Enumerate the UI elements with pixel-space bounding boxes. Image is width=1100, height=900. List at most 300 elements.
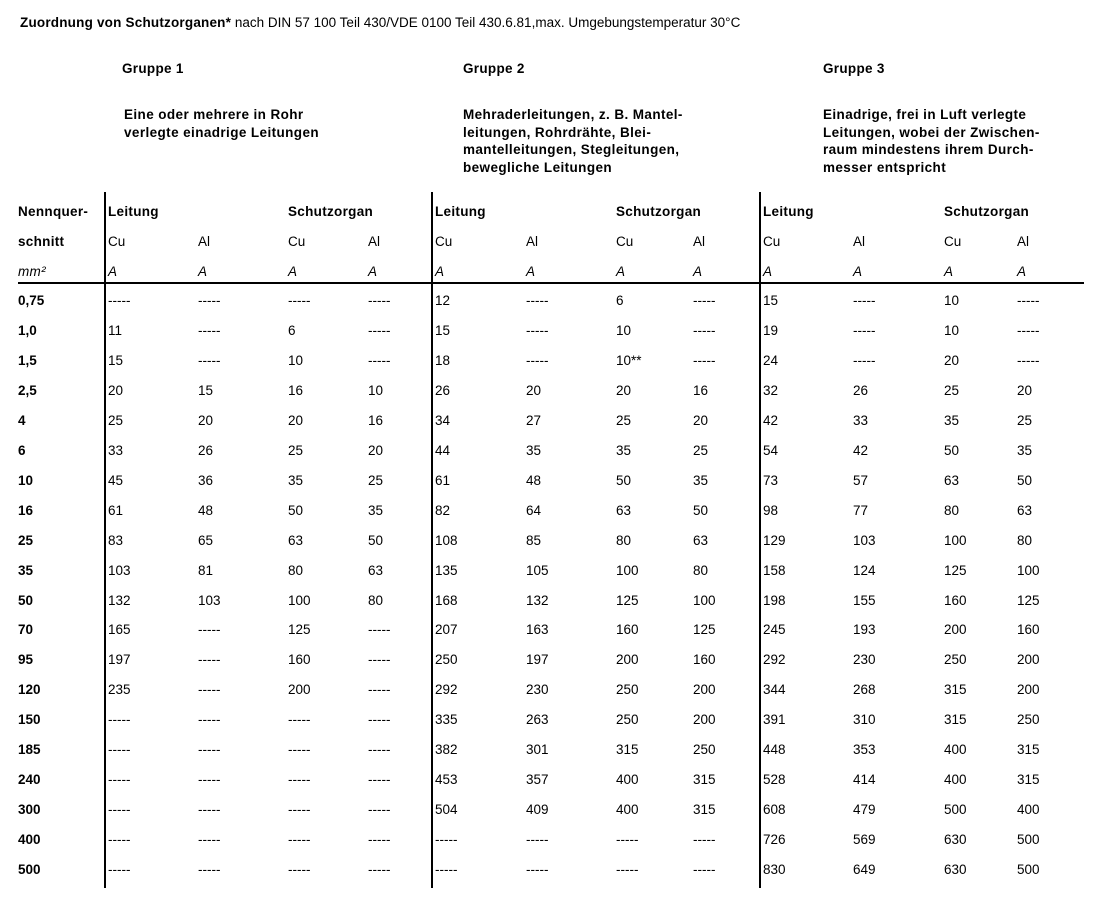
table-cell: ----- [288, 742, 311, 758]
header-cu: Cu [288, 234, 306, 249]
table-cell: 630 [944, 832, 967, 848]
cross-section-value: 150 [18, 712, 41, 728]
table-cell: 250 [1017, 712, 1040, 728]
header-unit-ampere: A [435, 264, 445, 279]
group-2-description-line: bewegliche Leitungen [463, 159, 613, 175]
table-cell: 20 [944, 352, 960, 368]
table-cell: 35 [616, 442, 632, 458]
table-cell: 357 [526, 772, 549, 788]
cross-section-value: 300 [18, 802, 41, 818]
table-cell: 160 [616, 622, 639, 638]
table-cell: 80 [693, 562, 709, 578]
table-cell: 569 [853, 832, 876, 848]
header-cu: Cu [763, 234, 781, 249]
table-cell: 65 [198, 532, 214, 548]
header-cu: Cu [108, 234, 126, 249]
header-group3-schutzorgan: Schutzorgan [944, 204, 1030, 219]
cross-section-value: 35 [18, 562, 34, 578]
table-cell: ----- [1017, 293, 1040, 308]
table-cell: 20 [108, 382, 124, 398]
cross-section-value: 2,5 [18, 382, 37, 398]
group-1-title: Gruppe 1 [122, 61, 184, 76]
table-cell: ----- [435, 832, 458, 848]
group-1-description-line: verlegte einadrige Leitungen [124, 124, 319, 140]
table-cell: 54 [763, 442, 779, 458]
table-cell: 27 [526, 412, 542, 428]
table-cell: 34 [435, 412, 451, 428]
table-cell: 61 [435, 472, 451, 488]
table-cell: 61 [108, 502, 124, 518]
table-cell: ----- [435, 862, 458, 878]
table-cell: 25 [288, 442, 304, 458]
table-cell: 80 [616, 532, 632, 548]
table-cell: 103 [108, 562, 131, 578]
table-cell: 83 [108, 532, 124, 548]
table-cell: 315 [944, 682, 967, 698]
table-cell: 44 [435, 442, 451, 458]
table-cell: 20 [1017, 382, 1033, 398]
table-cell: 315 [1017, 742, 1040, 758]
table-cell: 310 [853, 712, 876, 728]
table-cell: ----- [368, 712, 391, 728]
table-cell: ----- [368, 742, 391, 758]
table-cell: ----- [108, 772, 131, 788]
table-cell: 20 [288, 412, 304, 428]
table-cell: 25 [944, 382, 960, 398]
table-cell: 100 [616, 562, 639, 578]
table-cell: ----- [108, 802, 131, 818]
table-cell: ----- [108, 832, 131, 848]
group-2-description-line: Mehraderleitungen, z. B. Mantel- [463, 107, 683, 122]
group-2-description-line: leitungen, Rohrdrähte, Blei- [463, 124, 652, 140]
group-2-description [463, 106, 683, 176]
table-cell: ----- [198, 293, 221, 308]
table-cell: 132 [108, 592, 131, 608]
table-cell: 125 [1017, 592, 1040, 608]
table-cell: 124 [853, 562, 876, 578]
cross-section-value: 16 [18, 502, 34, 518]
table-cell: ----- [368, 622, 391, 638]
header-al: Al [198, 234, 211, 249]
table-cell: 80 [1017, 532, 1033, 548]
table-cell: 400 [944, 742, 967, 758]
header-group1-leitung: Leitung [108, 204, 159, 219]
table-cell: 400 [1017, 802, 1040, 818]
table-cell: 32 [763, 382, 779, 398]
header-unit-ampere: A [853, 264, 863, 279]
cross-section-value: 240 [18, 772, 41, 788]
table-cell: 382 [435, 742, 458, 758]
group-1-description [124, 106, 319, 141]
cross-section-value: 10 [18, 472, 34, 488]
table-cell: 36 [198, 472, 214, 488]
table-cell: 200 [288, 682, 311, 698]
group-3-title: Gruppe 3 [823, 61, 885, 76]
table-cell: 315 [616, 742, 639, 758]
table-cell: 100 [1017, 562, 1040, 578]
table-cell: 63 [616, 502, 632, 518]
table-cell: 235 [108, 682, 131, 698]
table-cell: 630 [944, 862, 967, 878]
table-cell: 230 [853, 652, 876, 668]
table-cell: 25 [108, 412, 124, 428]
table-cell: 160 [288, 652, 311, 668]
table-cell: 160 [944, 592, 967, 608]
table-cell: 16 [288, 382, 304, 398]
table-cell: 409 [526, 802, 549, 818]
table-cell: 33 [853, 412, 869, 428]
table-cell: ----- [693, 293, 716, 308]
cross-section-value: 70 [18, 622, 34, 638]
table-cell: ----- [526, 322, 549, 338]
table-cell: ----- [368, 293, 391, 308]
table-cell: 100 [693, 592, 716, 608]
header-cu: Cu [944, 234, 962, 249]
table-cell: 125 [288, 622, 311, 638]
table-cell: 135 [435, 562, 458, 578]
header-al: Al [1017, 234, 1030, 249]
table-cell: 163 [526, 622, 549, 638]
header-unit-ampere: A [1017, 264, 1027, 279]
table-cell: 15 [435, 322, 451, 338]
table-cell: 608 [763, 802, 786, 818]
table-cell: 245 [763, 622, 786, 638]
header-unit-ampere: A [288, 264, 298, 279]
cross-section-value: 50 [18, 592, 34, 608]
header-rule [18, 282, 1084, 284]
table-cell: 193 [853, 622, 876, 638]
table-cell: ----- [526, 293, 549, 308]
table-cell: ----- [616, 832, 639, 848]
table-cell: 448 [763, 742, 786, 758]
table-cell: 103 [198, 592, 221, 608]
table-cell: 80 [368, 592, 384, 608]
table-cell: ----- [368, 832, 391, 848]
table-cell: 250 [616, 712, 639, 728]
table-cell: 250 [693, 742, 716, 758]
table-cell: 335 [435, 712, 458, 728]
column-divider [759, 192, 761, 888]
table-cell: 500 [1017, 862, 1040, 878]
cross-section-value: 500 [18, 862, 41, 878]
table-cell: ----- [853, 293, 876, 308]
header-cu: Cu [435, 234, 453, 249]
table-cell: ----- [526, 862, 549, 878]
table-cell: 42 [853, 442, 869, 458]
table-cell: 25 [1017, 412, 1033, 428]
table-cell: 160 [693, 652, 716, 668]
table-cell: 400 [616, 802, 639, 818]
table-cell: 15 [763, 293, 779, 308]
table-cell: 528 [763, 772, 786, 788]
table-cell: 200 [1017, 652, 1040, 668]
group-2-description-line: mantelleitungen, Stegleitungen, [463, 142, 680, 157]
table-cell: 315 [693, 772, 716, 788]
table-cell: 18 [435, 352, 451, 368]
table-cell: 108 [435, 532, 458, 548]
table-cell: ----- [288, 802, 311, 818]
header-cross-section: Nennquer- [18, 204, 89, 219]
table-cell: 103 [853, 532, 876, 548]
table-cell: 200 [693, 712, 716, 728]
cross-section-value: 185 [18, 742, 41, 758]
table-cell: 82 [435, 502, 451, 518]
group-1-description-line: Eine oder mehrere in Rohr [124, 107, 304, 122]
table-cell: ----- [108, 862, 131, 878]
table-cell: 125 [944, 562, 967, 578]
table-cell: 105 [526, 562, 549, 578]
table-cell: 504 [435, 802, 458, 818]
table-cell: 50 [944, 442, 960, 458]
table-cell: 33 [108, 442, 124, 458]
header-group3-leitung: Leitung [763, 204, 814, 219]
table-cell: 98 [763, 502, 779, 518]
table-cell: ----- [108, 293, 131, 308]
table-cell: ----- [1017, 322, 1040, 338]
table-cell: 24 [763, 352, 779, 368]
table-cell: 11 [108, 322, 123, 338]
table-cell: ----- [693, 832, 716, 848]
table-cell: 726 [763, 832, 786, 848]
header-al: Al [526, 234, 539, 249]
table-cell: 10 [368, 382, 384, 398]
table-cell: ----- [693, 322, 716, 338]
table-cell: 19 [763, 322, 779, 338]
table-cell: ----- [288, 293, 311, 308]
table-cell: 268 [853, 682, 876, 698]
table-cell: 20 [693, 412, 709, 428]
table-cell: ----- [526, 352, 549, 368]
group-3-description-line: Einadrige, frei in Luft verlegte [823, 107, 1027, 122]
header-group1-schutzorgan: Schutzorgan [288, 204, 374, 219]
table-cell: 132 [526, 592, 549, 608]
table-cell: ----- [1017, 352, 1040, 368]
table-cell: 64 [526, 502, 542, 518]
table-cell: 165 [108, 622, 131, 638]
header-unit-ampere: A [616, 264, 626, 279]
table-cell: 77 [853, 502, 869, 518]
table-cell: 250 [616, 682, 639, 698]
header-group2-leitung: Leitung [435, 204, 486, 219]
table-cell: ----- [368, 352, 391, 368]
table-cell: 26 [435, 382, 451, 398]
table-cell: 197 [108, 652, 131, 668]
group-3-description [823, 106, 1040, 176]
table-cell: 158 [763, 562, 786, 578]
table-cell: ----- [198, 712, 221, 728]
table-cell: 63 [368, 562, 384, 578]
table-cell: ----- [368, 322, 391, 338]
header-unit-ampere: A [108, 264, 118, 279]
table-cell: 125 [693, 622, 716, 638]
table-cell: 57 [853, 472, 869, 488]
group-3-description-line: messer entspricht [823, 159, 947, 175]
page-title-bold: Zuordnung von Schutzorganen [20, 15, 226, 30]
group-3-description-line: Leitungen, wobei der Zwischen- [823, 124, 1040, 140]
table-cell: 500 [944, 802, 967, 818]
table-cell: 10 [944, 322, 960, 338]
table-cell: 10** [616, 352, 642, 368]
table-cell: ----- [693, 352, 716, 368]
table-cell: 73 [763, 472, 779, 488]
table-cell: 63 [944, 472, 960, 488]
table-cell: 200 [944, 622, 967, 638]
table-cell: 50 [288, 502, 304, 518]
table-cell: ----- [198, 322, 221, 338]
table-cell: ----- [853, 322, 876, 338]
table-cell: ----- [616, 862, 639, 878]
table-cell: ----- [198, 832, 221, 848]
table-cell: 315 [944, 712, 967, 728]
table-cell: 20 [368, 442, 384, 458]
table-cell: 15 [198, 382, 214, 398]
table-cell: 263 [526, 712, 549, 728]
table-cell: 479 [853, 802, 876, 818]
group-2-title: Gruppe 2 [463, 61, 525, 76]
header-unit-ampere: A [693, 264, 703, 279]
table-cell: 50 [1017, 472, 1033, 488]
header-al: Al [368, 234, 381, 249]
column-divider [104, 192, 106, 888]
table-cell: ----- [368, 802, 391, 818]
table-cell: 20 [198, 412, 214, 428]
header-unit-ampere: A [944, 264, 954, 279]
table-cell: 80 [288, 562, 304, 578]
table-cell: ----- [368, 862, 391, 878]
table-cell: 315 [1017, 772, 1040, 788]
table-cell: ----- [853, 352, 876, 368]
group-3-description-line: raum mindestens ihrem Durch- [823, 142, 1034, 157]
table-cell: 200 [1017, 682, 1040, 698]
table-cell: 315 [693, 802, 716, 818]
table-cell: ----- [526, 832, 549, 848]
table-cell: 42 [763, 412, 779, 428]
table-cell: 26 [853, 382, 869, 398]
header-cu: Cu [616, 234, 634, 249]
table-cell: 25 [616, 412, 632, 428]
table-cell: 649 [853, 862, 876, 878]
table-cell: 50 [693, 502, 709, 518]
table-cell: 197 [526, 652, 549, 668]
table-cell: ----- [368, 652, 391, 668]
table-cell: ----- [288, 832, 311, 848]
table-cell: 48 [198, 502, 214, 518]
table-cell: 10 [944, 293, 960, 308]
table-cell: 45 [108, 472, 124, 488]
table-cell: ----- [198, 682, 221, 698]
table-cell: ----- [693, 862, 716, 878]
table-cell: 35 [526, 442, 542, 458]
page-title [20, 15, 740, 30]
table-cell: 15 [108, 352, 124, 368]
table-cell: 12 [435, 293, 451, 308]
table-cell: 20 [616, 382, 632, 398]
table-cell: ----- [108, 712, 131, 728]
table-cell: 391 [763, 712, 786, 728]
table-cell: 35 [1017, 442, 1033, 458]
table-cell: ----- [288, 772, 311, 788]
header-unit-ampere: A [763, 264, 773, 279]
table-cell: ----- [198, 352, 221, 368]
table-cell: ----- [198, 802, 221, 818]
table-cell: 400 [944, 772, 967, 788]
table-cell: 63 [288, 532, 304, 548]
table-cell: 301 [526, 742, 549, 758]
table-cell: 50 [616, 472, 632, 488]
table-cell: ----- [198, 772, 221, 788]
table-cell: 25 [693, 442, 709, 458]
cross-section-value: 4 [18, 412, 26, 428]
cross-section-value: 0,75 [18, 293, 45, 308]
table-cell: ----- [198, 652, 221, 668]
header-unit-ampere: A [368, 264, 378, 279]
table-cell: 81 [198, 562, 214, 578]
table-cell: ----- [368, 682, 391, 698]
table-cell: 453 [435, 772, 458, 788]
table-cell: 35 [693, 472, 709, 488]
table-cell: 198 [763, 592, 786, 608]
table-cell: 63 [693, 532, 709, 548]
table-cell: 250 [435, 652, 458, 668]
table-cell: 25 [368, 472, 384, 488]
table-cell: 80 [944, 502, 960, 518]
header-unit-mm2: mm² [18, 264, 46, 279]
cross-section-value: 6 [18, 442, 26, 458]
table-cell: 85 [526, 532, 542, 548]
table-cell: ----- [288, 712, 311, 728]
table-cell: 830 [763, 862, 786, 878]
table-cell: 292 [435, 682, 458, 698]
header-schnitt: schnitt [18, 234, 65, 249]
table-cell: ----- [368, 772, 391, 788]
table-cell: 414 [853, 772, 876, 788]
table-cell: 230 [526, 682, 549, 698]
table-cell: 16 [368, 412, 384, 428]
table-cell: 250 [944, 652, 967, 668]
table-cell: 100 [288, 592, 311, 608]
cross-section-value: 120 [18, 682, 41, 698]
table-cell: 125 [616, 592, 639, 608]
table-cell: ----- [198, 742, 221, 758]
table-cell: 500 [1017, 832, 1040, 848]
header-unit-ampere: A [198, 264, 208, 279]
table-cell: 207 [435, 622, 458, 638]
cross-section-value: 95 [18, 652, 34, 668]
table-cell: 35 [944, 412, 960, 428]
table-cell: 35 [368, 502, 384, 518]
cross-section-value: 25 [18, 532, 34, 548]
table-cell: ----- [198, 862, 221, 878]
table-cell: 129 [763, 532, 786, 548]
table-cell: 20 [526, 382, 542, 398]
table-cell: 200 [693, 682, 716, 698]
table-cell: 168 [435, 592, 458, 608]
column-divider [431, 192, 433, 888]
table-cell: 160 [1017, 622, 1040, 638]
header-unit-ampere: A [526, 264, 536, 279]
table-cell: 344 [763, 682, 786, 698]
table-cell: ----- [198, 622, 221, 638]
table-cell: 10 [288, 352, 304, 368]
table-cell: 6 [288, 322, 296, 338]
table-cell: 63 [1017, 502, 1033, 518]
table-cell: 26 [198, 442, 214, 458]
cross-section-value: 1,5 [18, 352, 37, 368]
table-cell: 16 [693, 382, 709, 398]
table-cell: 155 [853, 592, 876, 608]
table-cell: 48 [526, 472, 542, 488]
table-cell: 10 [616, 322, 632, 338]
